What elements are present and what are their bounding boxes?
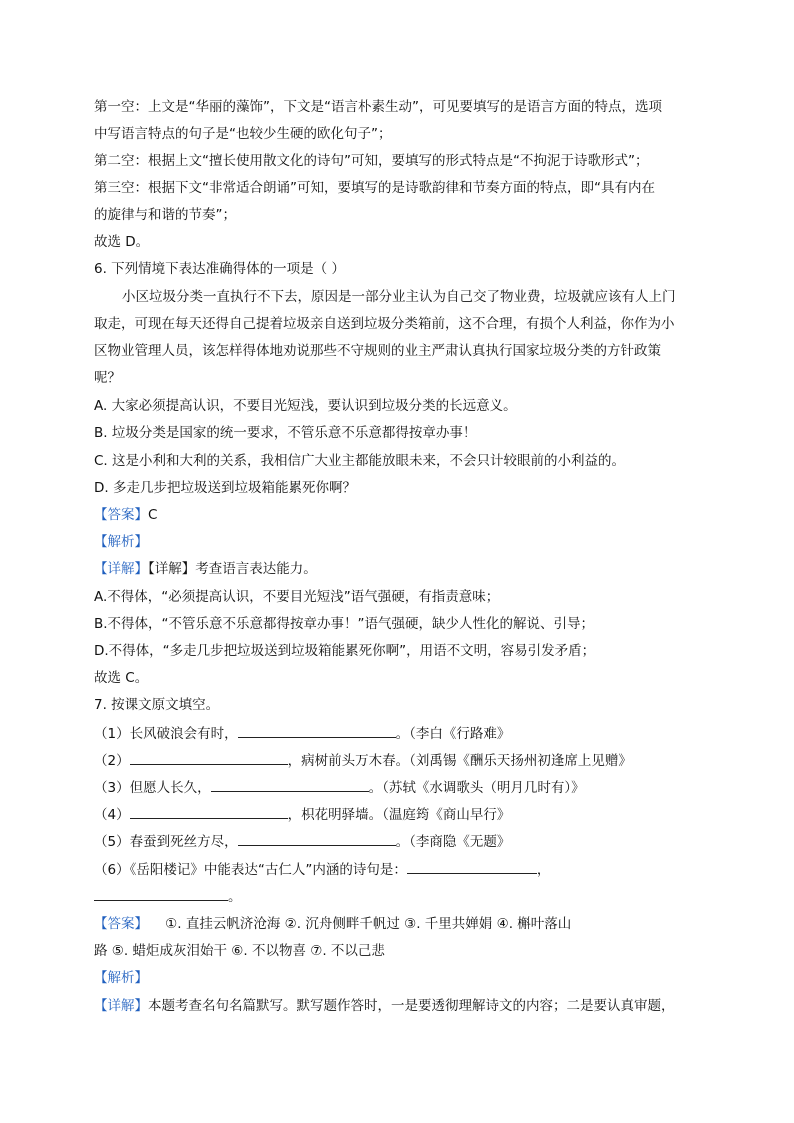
explanation-a: A.不得体，“必须提高认识，不要目光短浅”语气强硬，有指责意味；: [94, 589, 500, 605]
fill-source: ，枳花明驿墙。（温庭筠《商山早行》: [287, 807, 511, 823]
text-line: 故选 D。: [94, 234, 150, 250]
fill-item-6: [94, 859, 550, 880]
answer-row-2: [94, 914, 571, 934]
fill-comma: ，: [536, 862, 551, 878]
fill-blank: [238, 723, 396, 738]
analysis-tag-2: [94, 968, 148, 988]
option-a: A. 大家必须提高认识，不要目光短浅，要认识到垃圾分类的长远意义。: [94, 398, 517, 414]
fill-blank: [211, 777, 369, 792]
text-line: 第二空：根据上文“擅长使用散文化的诗句”可知，要填写的形式特点是“不拘泥于诗歌形式”；: [94, 153, 649, 169]
analysis-label: 【解析】: [94, 970, 148, 986]
fill-item-3: [94, 777, 585, 798]
text-line: 第一空：上文是“华丽的藻饰”，下文是“语言朴素生动”，可见要填写的是语言方面的特点，选项: [94, 99, 662, 115]
fill-item-1: [94, 723, 510, 744]
question-6-context: 取走，可现在每天还得自己提着垃圾亲自送到垃圾分类箱前，这不合理，有损个人利益，你作为小: [94, 316, 675, 332]
analysis-label: 【解析】: [94, 534, 148, 550]
question-6-context: 区物业管理人员，该怎样得体地劝说那些不守规则的业主严肃认真执行国家垃圾分类的方针政策: [94, 343, 661, 359]
explanation-b: B.不得体，“不管乐意不乐意都得按章办事！”语气强硬，缺少人性化的解说、引导；: [94, 616, 595, 632]
detail-row: [94, 559, 317, 579]
fill-text: （1）长风破浪会有时，: [94, 726, 238, 742]
answer-row: [94, 505, 157, 525]
answer-tag: 【答案】: [94, 507, 148, 523]
fill-source: 。（李白《行路难》: [395, 726, 511, 742]
fill-source: ，病树前头万木春。（刘禹锡《酬乐天扬州初逢席上见赠》: [287, 753, 632, 769]
option-c: C. 这是小利和大利的关系，我相信广大业主都能放眼未来，不会只计较眼前的小利益的。: [94, 453, 626, 469]
fill-source: 。（李商隐《无题》: [395, 834, 511, 850]
detail-text: 【详解】考查语言表达能力。: [148, 561, 317, 577]
answer-list-cont: 路 ⑤. 蜡炬成灰泪始干 ⑥. 不以物喜 ⑦. 不以己悲: [94, 943, 385, 959]
question-6-context: 呢？: [94, 370, 121, 386]
fill-text: （3）但愿人长久，: [94, 780, 211, 796]
explanation-d: D.不得体，“多走几步把垃圾送到垃圾箱能累死你啊”，用语不文明，容易引发矛盾；: [94, 643, 596, 659]
question-7-stem: 7. 按课文原文填空。: [94, 697, 220, 713]
fill-blank: [238, 831, 396, 846]
fill-source: 。（苏轼《水调歌头（明月几时有）》: [368, 780, 585, 796]
fill-item-2: [94, 750, 632, 771]
fill-text: （5）春蚕到死丝方尽，: [94, 834, 238, 850]
fill-blank: [130, 750, 288, 765]
text-line: 中写语言特点的句子是“也较少生硬的欧化句子”；: [94, 126, 392, 142]
option-b: B. 垃圾分类是国家的统一要求，不管乐意不乐意都得按章办事！: [94, 425, 477, 441]
answer-list: ①. 直挂云帆济沧海 ②. 沉舟侧畔千帆过 ③. 千里共婵娟 ④. 槲叶落山: [165, 916, 572, 932]
text-line: 第三空：根据下文“非常适合朗诵”可知，要填写的是诗歌韵律和节奏方面的特点，即“具有内在: [94, 180, 655, 196]
question-6-context: 小区垃圾分类一直执行不下去，原因是一部分业主认为自己交了物业费，垃圾就应该有人上门: [122, 289, 676, 305]
option-d: D. 多走几步把垃圾送到垃圾箱能累死你啊？: [94, 480, 356, 496]
analysis-tag: [94, 532, 148, 552]
fill-item-4: [94, 804, 510, 825]
fill-item-6-cont: [94, 886, 242, 907]
detail-tag: 【详解】: [94, 998, 148, 1014]
answer-value: C: [148, 507, 158, 523]
detail-text: 本题考查名句名篇默写。默写题作答时，一是要透彻理解诗文的内容；二是要认真审题，: [148, 998, 675, 1014]
text-line: 故选 C。: [94, 670, 149, 686]
text-line: 的旋律与和谐的节奏”；: [94, 207, 236, 223]
fill-text: （2）: [94, 753, 130, 769]
detail-row-2: [94, 996, 675, 1016]
answer-tag: 【答案】: [94, 916, 148, 932]
detail-tag: 【详解】: [94, 561, 148, 577]
fill-blank: [130, 804, 288, 819]
question-6-stem: 6. 下列情境下表达准确得体的一项是（ ）: [94, 261, 345, 277]
fill-blank: [407, 859, 537, 874]
fill-period: 。: [228, 889, 242, 905]
fill-text: （4）: [94, 807, 130, 823]
fill-text: （6）《岳阳楼记》中能表达“古仁人”内涵的诗句是：: [94, 862, 407, 878]
fill-blank: [94, 886, 228, 901]
fill-item-5: [94, 831, 510, 852]
